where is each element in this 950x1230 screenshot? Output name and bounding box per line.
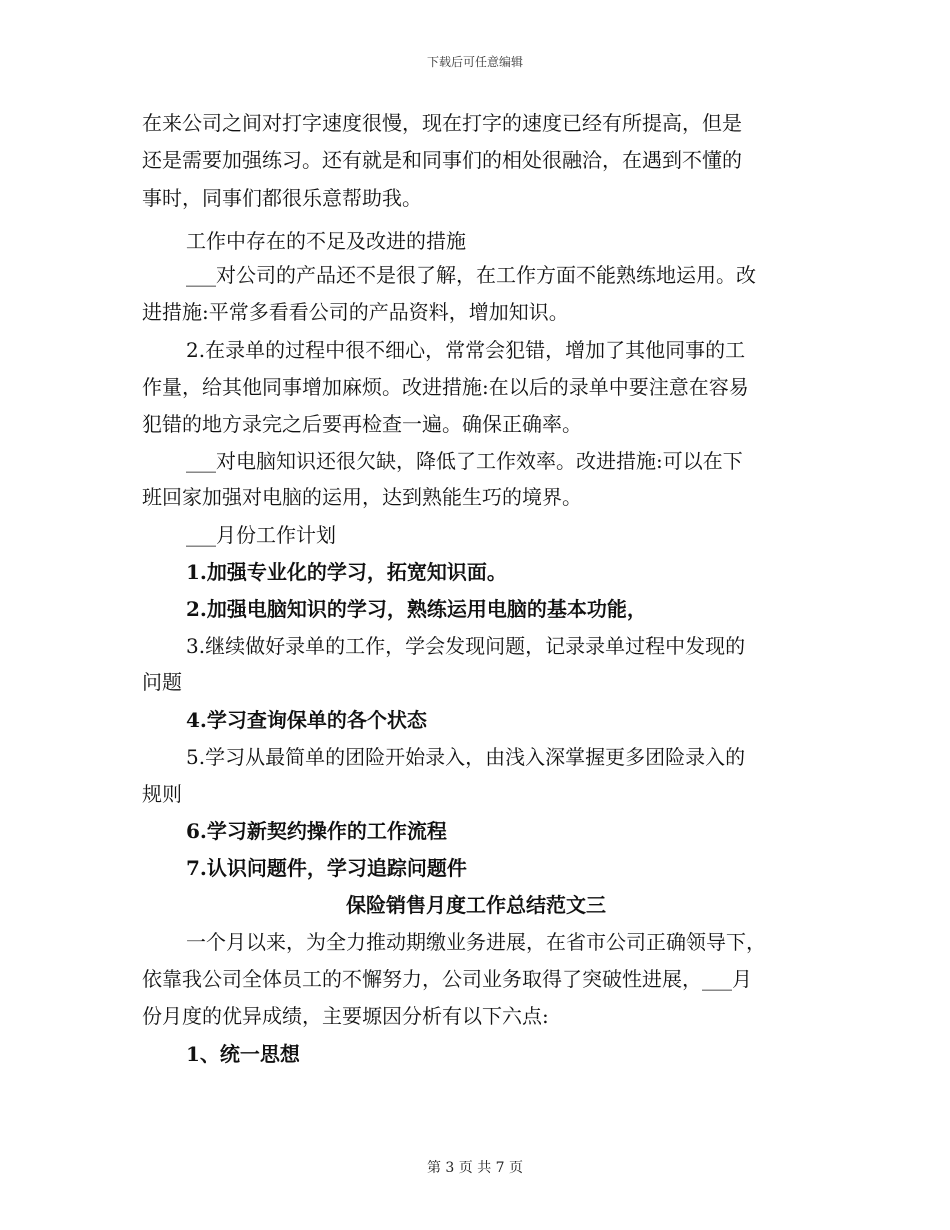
paragraph-line: 班回家加强对电脑的运用，达到熟能生巧的境界。: [142, 485, 582, 509]
page-number: 第 3 页 共 7 页: [426, 1160, 524, 1176]
plan-item: 5.学习从最简单的团险开始录入，由浅入深掌握更多团险录入的: [186, 745, 746, 769]
paragraph-line: 作量，给其他同事增加麻烦。改进措施:在以后的录单中要注意在容易: [142, 375, 749, 399]
paragraph-line: 进措施:平常多看看公司的产品资料，增加知识。: [142, 300, 569, 324]
paragraph-line: 依靠我公司全体员工的不懈努力，公司业务取得了突破性进展，___月: [142, 967, 752, 991]
paragraph-line: ___对公司的产品还不是很了解，在工作方面不能熟练地运用。改: [186, 263, 756, 287]
section-heading: 工作中存在的不足及改进的措施: [186, 229, 466, 253]
page-header: 下载后可任意编辑: [426, 55, 523, 69]
document-title: 保险销售月度工作总结范文三: [346, 893, 606, 917]
paragraph-line: 一个月以来，为全力推动期缴业务进展，在省市公司正确领导下，: [186, 930, 766, 954]
paragraph-line: 还是需要加强练习。还有就是和同事们的相处很融洽，在遇到不懂的: [142, 148, 742, 172]
plan-item: 7.认识问题件，学习追踪问题件: [186, 856, 467, 880]
paragraph-line: 份月度的优异成绩，主要塬因分析有以下六点:: [142, 1004, 549, 1028]
plan-item: 4.学习查询保单的各个状态: [186, 708, 427, 732]
paragraph-line: 2.在录单的过程中很不细心，常常会犯错，增加了其他同事的工: [186, 338, 746, 362]
paragraph-line: 规则: [142, 782, 182, 806]
plan-item: 2.加强电脑知识的学习，熟练运用电脑的基本功能，: [186, 597, 647, 621]
paragraph-line: 在来公司之间对打字速度很慢，现在打字的速度已经有所提高，但是: [142, 111, 742, 135]
paragraph-line: 问题: [142, 670, 182, 694]
section-heading: 1、统一思想: [186, 1042, 300, 1066]
paragraph-line: 犯错的地方录完之后要再检查一遍。确保正确率。: [142, 412, 582, 436]
plan-item: 3.继续做好录单的工作，学会发现问题，记录录单过程中发现的: [186, 634, 746, 658]
section-heading: ___月份工作计划: [186, 523, 336, 547]
plan-item: 1.加强专业化的学习，拓宽知识面。: [186, 560, 507, 584]
paragraph-line: 事时，同事们都很乐意帮助我。: [142, 186, 422, 210]
paragraph-line: ___对电脑知识还很欠缺，降低了工作效率。改进措施:可以在下: [186, 449, 743, 473]
plan-item: 6.学习新契约操作的工作流程: [186, 819, 447, 843]
